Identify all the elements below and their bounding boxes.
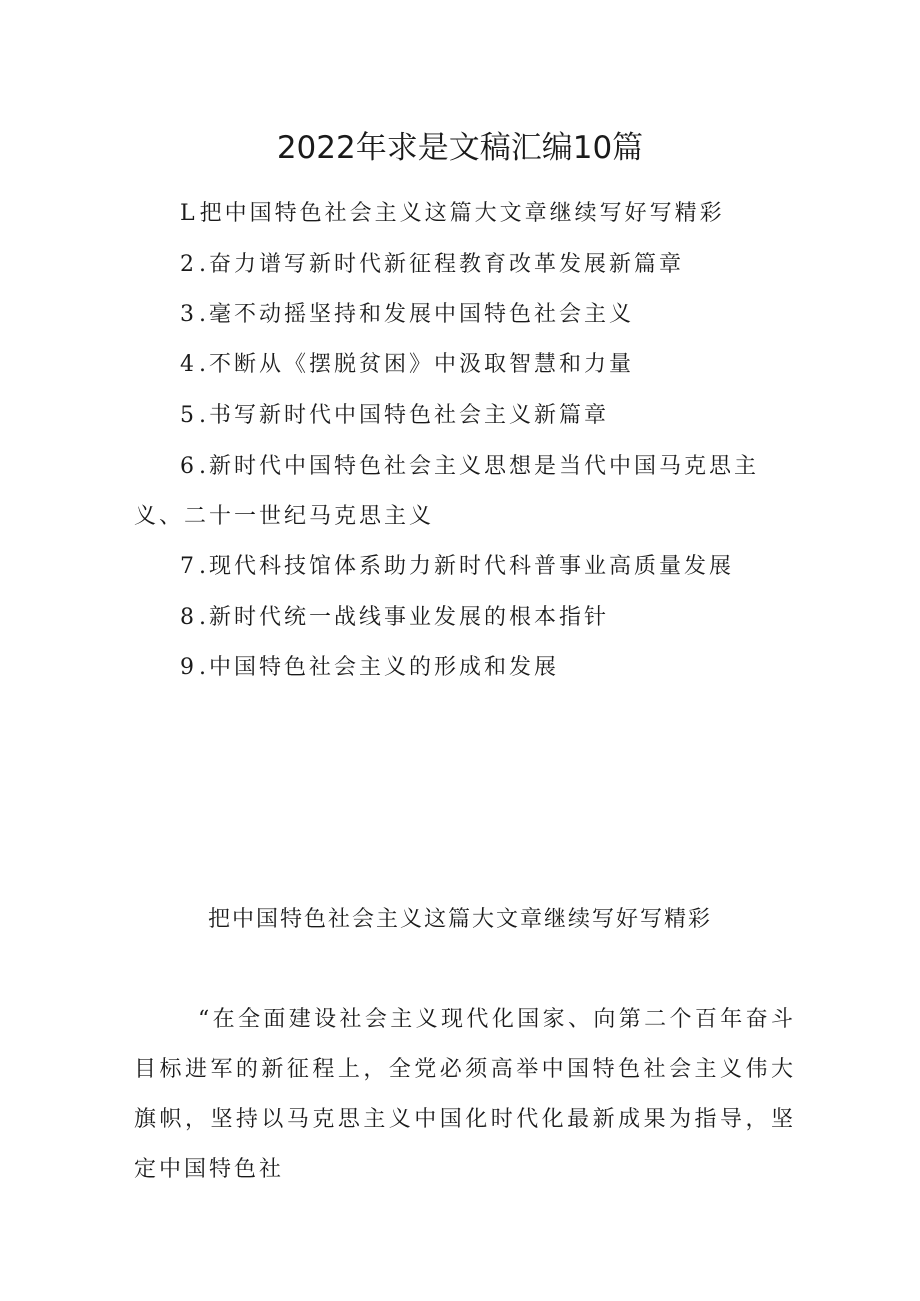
toc-item bbox=[180, 350, 634, 380]
toc-item bbox=[134, 442, 794, 542]
toc-item bbox=[180, 300, 634, 330]
toc-item-text: .不断从《摆脱贫困》中汲取智慧和力量 bbox=[199, 352, 634, 377]
toc-item-text: .书写新时代中国特色社会主义新篇章 bbox=[199, 403, 609, 428]
toc-item-number: 3 bbox=[180, 302, 197, 327]
document-title: 2022年求是文稿汇编10篇 bbox=[276, 130, 644, 166]
body-paragraph: “在全面建设社会主义现代化国家、向第二个百年奋斗目标进军的新征程上，全党必须高举中国特色社会主义伟大旗帜，坚持以马克思主义中国化时代化最新成果为指导，坚定中国特色社 bbox=[134, 1007, 796, 1182]
toc-item-number: 7 bbox=[180, 554, 197, 579]
toc-item-text: 把中国特色社会主义这篇大文章继续写好写精彩 bbox=[199, 201, 725, 226]
toc-item-number: L bbox=[180, 201, 198, 226]
toc-item-number: 9 bbox=[180, 655, 197, 680]
toc-item-number: 2 bbox=[180, 252, 197, 277]
toc-item bbox=[180, 250, 684, 280]
toc-item-text: .奋力谱写新时代新征程教育改革发展新篇章 bbox=[199, 252, 684, 277]
toc-item-number: 8 bbox=[180, 605, 197, 630]
toc-item bbox=[180, 552, 734, 582]
toc-item-text: .新时代中国特色社会主义思想是当代中国马克思主义、二十一世纪马克思主义 bbox=[134, 454, 759, 529]
toc-item-number: 6 bbox=[180, 454, 197, 479]
toc-item-number: 4 bbox=[180, 352, 197, 377]
toc-item bbox=[180, 653, 559, 683]
toc-item-text: .新时代统一战线事业发展的根本指针 bbox=[199, 605, 609, 630]
section-title: 把中国特色社会主义这篇大文章继续写好写精彩 bbox=[207, 907, 712, 932]
toc-item bbox=[180, 401, 609, 431]
toc-item-text: .现代科技馆体系助力新时代科普事业高质量发展 bbox=[199, 554, 734, 579]
toc-item bbox=[180, 603, 609, 633]
toc-item-text: .中国特色社会主义的形成和发展 bbox=[199, 655, 559, 680]
toc-item-text: .毫不动摇坚持和发展中国特色社会主义 bbox=[199, 302, 634, 327]
toc-item bbox=[180, 199, 725, 229]
toc-item-number: 5 bbox=[180, 403, 197, 428]
